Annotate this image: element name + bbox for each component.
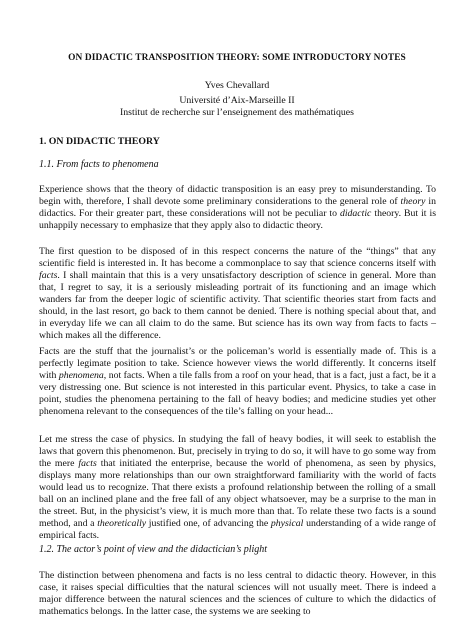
emphasis-text: physical: [270, 518, 304, 529]
paragraph-text: in didactics. For their greater part, these considerations will not be peculiar to: [39, 196, 436, 219]
subsection-heading-2: 1.2. The actor’s point of view and the didactician’s plight: [39, 544, 268, 555]
paragraph-text: theory. But it is unhappily necessary to emphasize that they apply also to didactic theory.: [39, 208, 436, 231]
paragraph: [39, 434, 436, 542]
emphasis-text: theory: [400, 196, 426, 207]
paragraph-text: justified one, of advancing the: [146, 518, 271, 529]
paragraph-text: Experience shows that the theory of didactic transposition is an easy prey to misunderstanding. To begin with, therefore, I shall devote some preliminary considerations to the general role of: [39, 184, 436, 207]
paragraph-text: The distinction between phenomena and facts is no less central to didactic theory. However, in this case, it raises special difficulties that the natural sciences will not usually meet. There is indeed a major difference between the natural sciences and the sciences of culture to which the didactics of mathematics belongs. In the latter case, the systems we are seeking to: [39, 570, 436, 617]
emphasis-text: phenomena: [58, 370, 104, 381]
paragraph-text: Let me stress the case of physics. In studying the fall of heavy bodies, it will seek to establish the laws that govern this phenomenon. But, precisely in trying to do so, it will have to go some way from the mere: [39, 434, 436, 469]
paragraph: [39, 570, 436, 618]
paragraph-text: The first question to be disposed of in this respect concerns the nature of the “things” that any scientific field is interested in. It has become a commonplace to say that science concerns itself with: [39, 246, 436, 269]
subsection-heading-1: 1.1. From facts to phenomena: [39, 159, 159, 170]
affiliation-university: Université d’Aix-Marseille II: [179, 95, 295, 106]
paragraph: [39, 346, 436, 418]
section-heading: 1. ON DIDACTIC THEORY: [39, 136, 160, 147]
document-title: ON DIDACTIC TRANSPOSITION THEORY: SOME INTRODUCTORY NOTES: [68, 53, 406, 63]
author-name: Yves Chevallard: [204, 80, 270, 91]
paragraph-text: , not facts. When a tile falls from a roof on your head, that is a fact, just a fact, be it a very distressing one. But science is not interested in this particular event. Physics, to take a case in point, studies the phenomena pertaining to the fall of heavy bodies; and medicine studies yet other phenomena relevant to the consequences of the tile’s falling on your head...: [39, 370, 437, 417]
emphasis-text: didactic: [339, 208, 372, 219]
affiliation-institute: Institut de recherche sur l’enseignement des mathématiques: [120, 107, 354, 118]
paragraph: [39, 246, 436, 342]
emphasis-text: facts: [39, 270, 58, 281]
paragraph-text: . I shall maintain that this is a very unsatisfactory description of science in general. More than that, I regret to say, it is a seriously misleading portrait of its functioning and an image which wanders far from the deeper logic of scientific activity. That scientific theories start from facts and should, in the last resort, go back to them cannot be denied. There is nothing special about that, and in everyday life we can all claim to do the same. But science has its own way from facts to facts – which makes all the difference.: [39, 270, 436, 341]
paragraph-text: Facts are the stuff that the journalist’s or the policeman’s world is essentially made of. This is a perfectly legimate position to take. Science however views the world differently. It concerns itself with: [39, 346, 436, 381]
paragraph: [39, 184, 436, 232]
paragraph-text: that initiated the enterprise, because the world of phenomena, as seen by physics, displays many more relationships than our own straightforward familiarity with the world of facts would lead us to recognize. That there exists a profound relationship between the rolling of a small ball on an inclined plane and the free fall of any object whatsoever, may be a surprise to the man in the street. But, in the physicist’s view, it is much more than that. To relate these two facts is a sound method, and a: [39, 458, 436, 529]
paragraph-text: understanding of a wide range of empirical facts.: [39, 518, 436, 541]
emphasis-text: theoretically: [97, 518, 147, 529]
emphasis-text: facts: [78, 458, 97, 469]
